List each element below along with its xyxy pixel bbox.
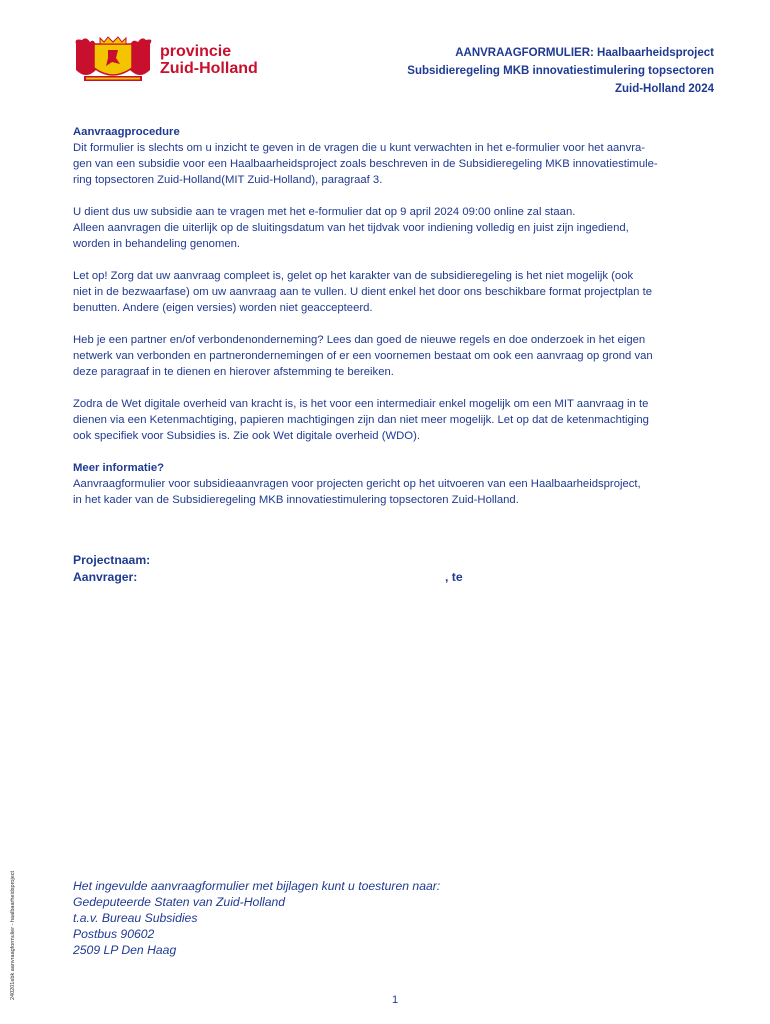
text-line: worden in behandeling genomen. bbox=[73, 238, 241, 250]
text-line: Zodra de Wet digitale overheid van kracht is, is het voor een intermediair enkel mogelijk om een MIT aanvraag in te bbox=[73, 398, 649, 410]
text-line: niet in de bezwaarfase) om uw aanvraag aan te vullen. U dient enkel het door ons beschikbare format projectplan te bbox=[73, 286, 652, 298]
applicant-suffix: , te bbox=[445, 570, 463, 584]
procedure-title: Aanvraagprocedure bbox=[73, 126, 180, 138]
header-line-3: Zuid-Holland 2024 bbox=[614, 83, 714, 95]
logo-line-1: provincie bbox=[160, 43, 232, 60]
text-line: Aanvraagformulier voor subsidieaanvragen voor projecten gericht op het uitvoeren van een Haalbaarheidsproject, bbox=[73, 478, 641, 490]
text-line: dienen via een Ketenmachtiging, papieren machtigingen zijn dan niet meer mogelijk. Let op dat de ketenmachtiging bbox=[73, 414, 649, 426]
text-line: benutten. Andere (eigen versies) worden niet geaccepteerd. bbox=[73, 302, 373, 314]
text-line: ook specifiek voor Subsidies is. Zie ook Wet digitale overheid (WDO). bbox=[73, 430, 420, 442]
procedure-paragraph-1 bbox=[73, 140, 723, 188]
text-line: Dit formulier is slechts om u inzicht te geven in de vragen die u kunt verwachten in het e-formulier voor het aanvra- bbox=[73, 142, 646, 154]
footer-line: Het ingevulde aanvraagformulier met bijlagen kunt u toesturen naar: bbox=[73, 879, 441, 893]
side-document-code: 240201ebk aanvraagformulier - haalbaarheidsproject bbox=[10, 870, 16, 1000]
footer-line: Postbus 90602 bbox=[73, 927, 155, 941]
procedure-paragraph-4 bbox=[73, 332, 723, 380]
info-paragraph bbox=[73, 476, 723, 508]
procedure-paragraph-5 bbox=[73, 396, 723, 444]
submission-address bbox=[73, 878, 440, 958]
text-line: in het kader van de Subsidieregeling MKB innovatiestimulering topsectoren Zuid-Holland. bbox=[73, 494, 519, 506]
form-header bbox=[407, 44, 714, 98]
text-line: netwerk van verbonden en partnerondernemingen of er een voornemen bestaat om ook een aanvraag op grond van bbox=[73, 350, 653, 362]
applicant-label: Aanvrager: bbox=[73, 570, 138, 584]
footer-line: t.a.v. Bureau Subsidies bbox=[73, 911, 198, 925]
header-line-1: AANVRAAGFORMULIER: Haalbaarheidsproject bbox=[455, 47, 714, 59]
form-fields bbox=[73, 552, 463, 586]
text-line: Alleen aanvragen die uiterlijk op de sluitingsdatum van het tijdvak voor indiening volledig en juist zijn ingediend, bbox=[73, 222, 629, 234]
text-line: ring topsectoren Zuid-Holland(MIT Zuid-Holland), paragraaf 3. bbox=[73, 174, 383, 186]
text-line: Let op! Zorg dat uw aanvraag compleet is, gelet op het karakter van de subsidieregeling is het niet mogelijk (ook bbox=[73, 270, 634, 282]
province-logo bbox=[72, 36, 258, 84]
procedure-paragraph-2 bbox=[73, 204, 723, 252]
applicant-row bbox=[73, 569, 463, 586]
province-crest-icon bbox=[72, 36, 154, 84]
text-line: U dient dus uw subsidie aan te vragen met het e-formulier dat op 9 april 2024 09:00 online zal staan. bbox=[73, 206, 576, 218]
project-name-label: Projectnaam: bbox=[73, 553, 151, 567]
info-title: Meer informatie? bbox=[73, 462, 165, 474]
logo-line-2: Zuid-Holland bbox=[160, 60, 258, 77]
text-line: deze paragraaf in te dienen en hierover afstemming te bereiken. bbox=[73, 366, 394, 378]
main-content bbox=[73, 124, 723, 508]
footer-line: Gedeputeerde Staten van Zuid-Holland bbox=[73, 895, 286, 909]
text-line: gen van een subsidie voor een Haalbaarheidsproject zoals beschreven in de Subsidieregeling MKB innovatiestimule- bbox=[73, 158, 658, 170]
page-number: 1 bbox=[392, 994, 399, 1006]
text-line: Heb je een partner en/of verbondenonderneming? Lees dan goed de nieuwe regels en doe onderzoek in het eigen bbox=[73, 334, 646, 346]
header-line-2: Subsidieregeling MKB innovatiestimulering topsectoren bbox=[407, 65, 714, 77]
footer-line: 2509 LP Den Haag bbox=[73, 943, 177, 957]
procedure-paragraph-3 bbox=[73, 268, 723, 316]
